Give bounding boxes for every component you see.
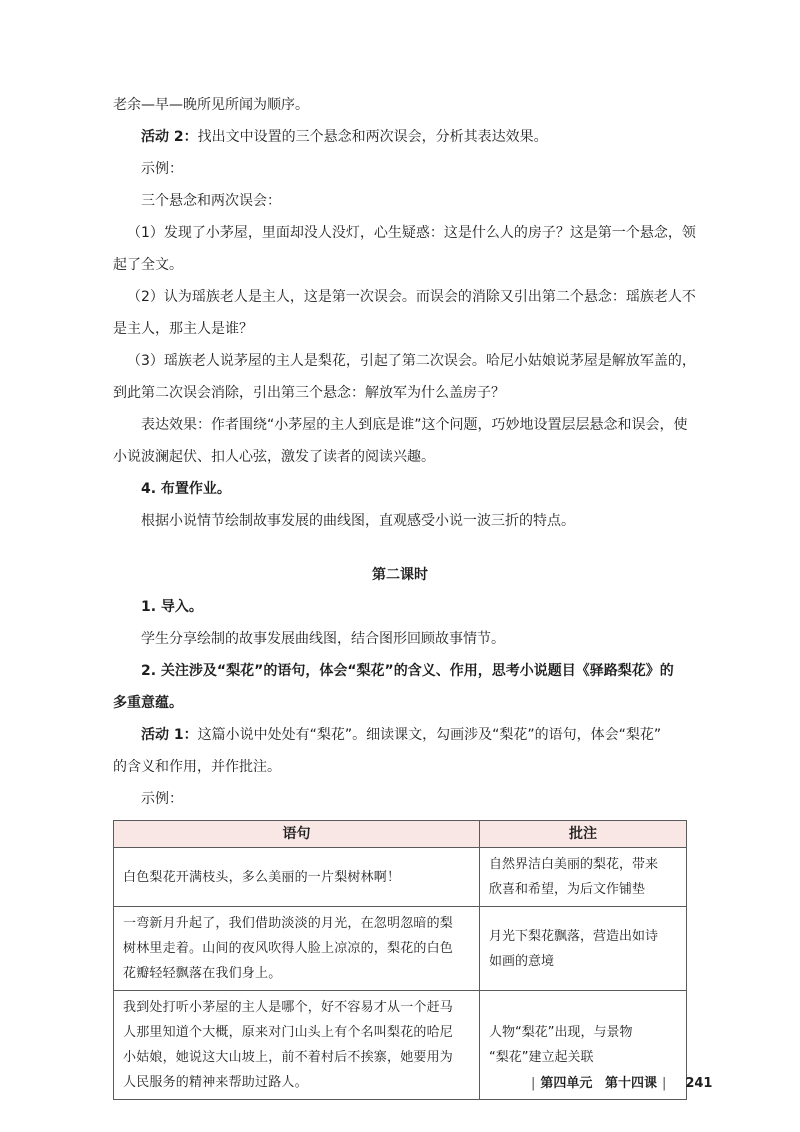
annotation-cell [480, 848, 687, 907]
table-header-row [114, 821, 687, 848]
text-line: 小说波澜起伏、扣人心弦，激发了读者的阅读兴趣。 [113, 449, 435, 465]
text-line: 是主人，那主人是谁？ [113, 321, 253, 337]
table-row [114, 848, 687, 907]
sentence-line: 我到处打听小茅屋的主人是哪个，好不容易才从一个赶马 [123, 1000, 454, 1015]
text-line: 学生分享绘制的故事发展曲线图，结合图形回顾故事情节。 [141, 631, 505, 647]
activity-text: 找出文中设置的三个悬念和两次误会，分析其表达效果。 [197, 129, 548, 145]
activity-1-line [141, 725, 661, 745]
sentence-cell [114, 907, 480, 991]
footer-unit: 第四单元 [540, 1076, 593, 1091]
sentence-line: 一弯新月升起了，我们借助淡淡的月光，在忽明忽暗的梨 [123, 916, 454, 931]
annotation-cell [480, 907, 687, 991]
section-heading: 4. 布置作业。 [141, 481, 231, 497]
example-label: 示例： [141, 791, 183, 807]
text-line: （1）发现了小茅屋，里面却没人没灯，心生疑惑：这是什么人的房子？这是第一个悬念，领 [127, 225, 696, 241]
text-line: 表达效果：作者围绕“小茅屋的主人到底是谁”这个问题，巧妙地设置层层悬念和误会，使 [141, 417, 688, 433]
text-line: （3）瑶族老人说茅屋的主人是梨花，引起了第二次误会。哈尼小姑娘说茅屋是解放军盖的， [127, 353, 696, 369]
section-heading: 1. 导入。 [141, 599, 203, 615]
text-line: （2）认为瑶族老人是主人，这是第一次误会。而误会的消除又引出第二个悬念：瑶族老人不 [127, 289, 696, 305]
text-line: 起了全文。 [113, 257, 183, 273]
text-line: 到此第二次误会消除，引出第三个悬念：解放军为什么盖房子？ [113, 385, 505, 401]
sentence-line: 树林里走着。山间的夜风吹得人脸上凉凉的，梨花的白色 [123, 941, 454, 956]
lesson-title: 第二课时 [372, 567, 428, 583]
sentence-line: 小姑娘，她说这大山坡上，前不着村后不挨寨，她要用为 [123, 1050, 454, 1065]
annotation-line: 月光下梨花飘落，营造出如诗 [489, 928, 659, 944]
activity-label: 活动 2： [141, 129, 198, 145]
header-annotation: 批注 [480, 821, 687, 848]
annotation-line: “梨花”建立起关联 [489, 1050, 594, 1065]
sentence-line: 花瓣轻轻飘落在我们身上。 [123, 966, 282, 981]
section-heading: 2. 关注涉及“梨花”的语句，体会“梨花”的含义、作用，思考小说题目《驿路梨花》的 [141, 663, 674, 679]
text-line: 根据小说情节绘制故事发展的曲线图，直观感受小说一波三折的特点。 [141, 513, 575, 529]
footer-divider: | [661, 1076, 667, 1091]
annotation-line: 自然界洁白美丽的梨花，带来 [489, 857, 659, 872]
text-line: 老余—早—晚所见所闻为顺序。 [113, 97, 309, 113]
text-line: 三个悬念和两次误会： [141, 193, 281, 209]
page-number: 241 [685, 1076, 713, 1091]
annotation-table [113, 820, 687, 1100]
page-footer [526, 1072, 712, 1091]
text-line: 的含义和作用，并作批注。 [113, 759, 281, 775]
activity-text: 这篇小说中处处有“梨花”。细读课文，勾画涉及“梨花”的语句，体会“梨花” [197, 727, 662, 743]
sentence-line: 白色梨花开满枝头，多么美丽的一片梨树林啊！ [123, 869, 401, 885]
annotation-line: 欣喜和希望，为后文作铺垫 [489, 882, 646, 897]
sentence-cell [114, 991, 480, 1100]
header-sentence: 语句 [114, 821, 480, 848]
sentence-line: 人民服务的精神来帮助过路人。 [123, 1075, 308, 1090]
annotation-line: 如画的意境 [489, 953, 555, 969]
annotation-line: 人物“梨花”出现，与景物 [489, 1025, 633, 1040]
sentence-line: 人那里知道个大概，原来对门山头上有个名叫梨花的哈尼 [123, 1025, 454, 1040]
sentence-cell [114, 848, 480, 907]
activity-label: 活动 1： [141, 727, 198, 743]
activity-2-line [141, 127, 548, 147]
footer-lesson: 第十四课 [604, 1076, 657, 1091]
table-row [114, 907, 687, 991]
footer-divider: | [531, 1076, 536, 1091]
section-heading: 多重意蕴。 [113, 695, 183, 711]
example-label: 示例： [141, 161, 183, 177]
